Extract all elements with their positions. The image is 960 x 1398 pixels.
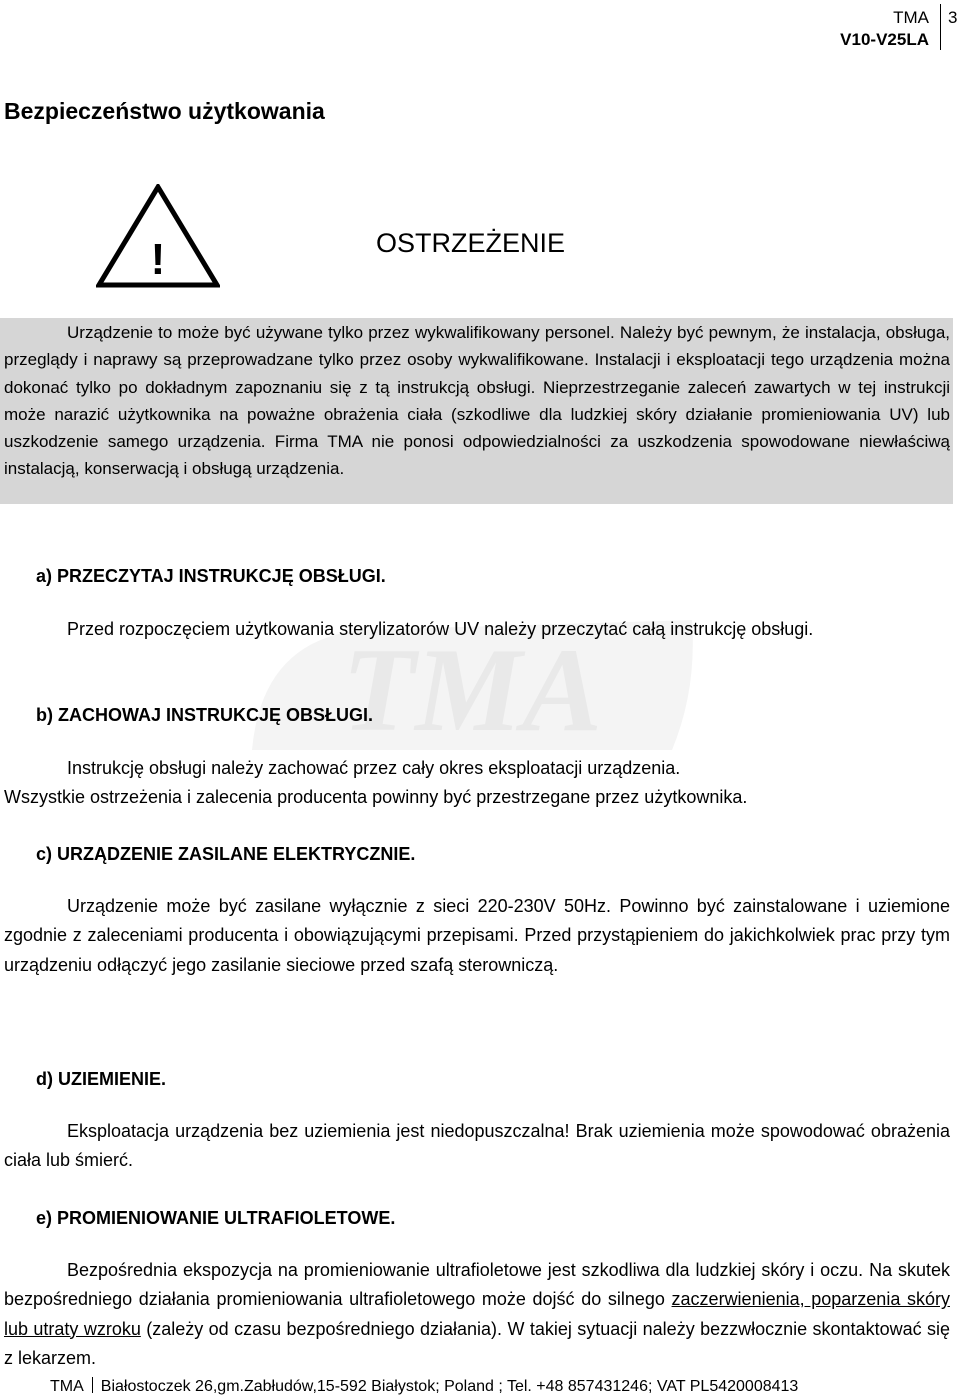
page-number: 3 <box>948 8 958 27</box>
section-c-heading: c) URZĄDZENIE ZASILANE ELEKTRYCZNIE. <box>36 844 416 864</box>
header-divider <box>940 4 941 50</box>
warning-triangle-icon <box>96 184 220 288</box>
section-e-underline-2: lub utraty wzroku <box>4 1318 141 1339</box>
warning-box <box>0 318 953 504</box>
section-e-heading: e) PROMIENIOWANIE ULTRAFIOLETOWE. <box>36 1208 396 1228</box>
warning-text: Urządzenie to może być używane tylko przez wykwalifikowany personel. Należy być pewnym, że instalacja, obsługa, przeglądy i naprawy są przeprowadzane tylko przez osoby wykwalifikowane. Instalacji i eksploatacji tego urządzenia można dokonać tylko po dokładnym zapoznaniu się z tą instrukcją obsługi. Nieprzestrzeganie zaleceń zawartych w tej instrukcji może narazić użytkownika na poważne obrażenia ciała (szkodliwe dla ludzkiej skóry działanie promieniowania UV) lub uszkodzenie samego urządzenia. Firma TMA nie ponosi odpowiedzialności za uszkodzenia spowodowane niewłaściwą instalacją, konserwacją i obsługą urządzenia. <box>4 323 950 479</box>
section-b-text-2: Wszystkie ostrzeżenia i zalecenia producenta powinny być przestrzegane przez użytkownika. <box>4 787 748 807</box>
footer <box>50 1376 798 1398</box>
section-e-underline-1: zaczerwienienia, poparzenia skóry <box>671 1289 950 1310</box>
section-b-text-1: Instrukcję obsługi należy zachować przez cały okres eksploatacji urządzenia. <box>67 758 681 778</box>
page-title: Bezpieczeństwo użytkowania <box>4 98 325 124</box>
section-e-text-end: (zależy od czasu bezpośredniego działania). W takiej sytuacji należy bezzwłocznie skontaktować się z lekarzem. <box>4 1318 950 1368</box>
header-model: V10-V25LA <box>840 30 929 49</box>
header-brand: TMA <box>893 8 929 27</box>
section-d-text: Eksploatacja urządzenia bez uziemienia jest niedopuszczalna! Brak uziemienia może spowodować obrażenia ciała lub śmierć. <box>4 1121 950 1171</box>
section-d-heading: d) UZIEMIENIE. <box>36 1069 166 1089</box>
section-c-text: Urządzenie może być zasilane wyłącznie z sieci 220-230V 50Hz. Powinno być zainstalowane i uziemione zgodnie z zaleceniami producenta i obowiązującymi przepisami. Przed przystąpieniem do jakichkolwiek prac przy tym urządzeniu odłączyć jego zasilanie sieciowe przed szafą sterowniczą. <box>4 896 950 975</box>
section-b-heading: b) ZACHOWAJ INSTRUKCJĘ OBSŁUGI. <box>36 705 374 725</box>
footer-address: Białostoczek 26,gm.Zabłudów,15-592 Białystok; Poland ; Tel. +48 857431246; VAT PL5420008413 <box>100 1378 799 1395</box>
watermark-text: TMA <box>341 623 603 756</box>
section-e-text-start: Bezpośrednia ekspozycja na promieniowanie ultrafioletowe jest szkodliwa dla ludzkiej skóry i oczu. Na skutek bezpośredniego działania promieniowania ultrafioletowego może dojść do silnego <box>4 1260 950 1310</box>
section-a-text: Przed rozpoczęciem użytkowania sterylizatorów UV należy przeczytać całą instrukcję obsługi. <box>67 619 814 639</box>
section-a-heading: a) PRZECZYTAJ INSTRUKCJĘ OBSŁUGI. <box>36 566 386 586</box>
warning-title: OSTRZEŻENIE <box>376 228 566 258</box>
footer-brand: TMA <box>50 1378 84 1395</box>
warning-exclamation: ! <box>150 235 166 284</box>
footer-divider <box>92 1377 93 1393</box>
section-e-text <box>4 1256 950 1373</box>
